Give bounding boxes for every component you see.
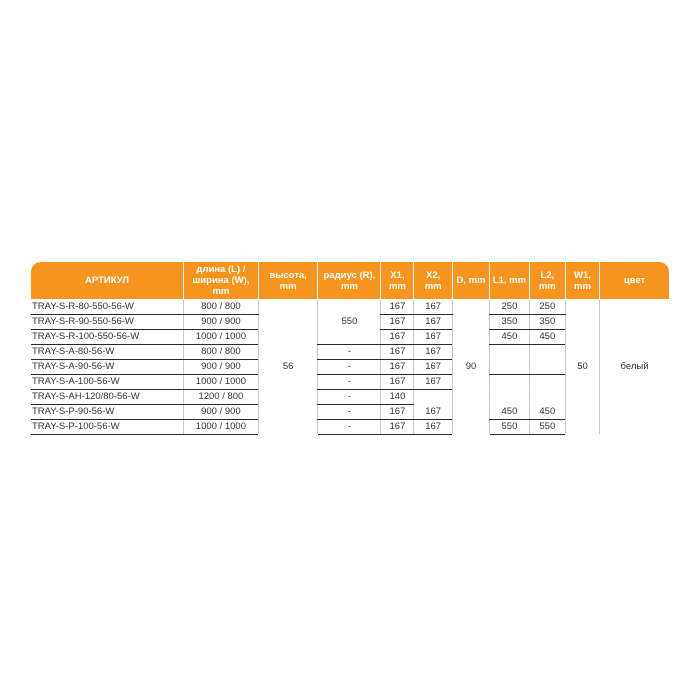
l2-cell (529, 390, 565, 405)
header-radius: радиус (R), mm (318, 262, 381, 300)
x1-cell: 167 (381, 405, 414, 420)
x2-cell (414, 390, 452, 405)
article-cell: TRAY-S-P-100-56-W (31, 420, 184, 435)
table-row (31, 300, 669, 315)
l1-cell: 450 (490, 330, 529, 345)
article-cell: TRAY-S-A-80-56-W (31, 345, 184, 360)
article-cell: TRAY-S-P-90-56-W (31, 405, 184, 420)
radius-cell: - (318, 420, 381, 435)
article-cell: TRAY-S-AH-120/80-56-W (31, 390, 184, 405)
x1-cell: 140 (381, 390, 414, 405)
l2-cell: 450 (529, 330, 565, 345)
x2-cell: 167 (414, 315, 452, 330)
header-x1: X1, mm (381, 262, 414, 300)
l2-cell: 350 (529, 315, 565, 330)
l2-cell (529, 345, 565, 360)
l1-cell (490, 390, 529, 405)
article-cell: TRAY-S-R-100-550-56-W (31, 330, 184, 345)
x1-cell: 167 (381, 420, 414, 435)
x1-cell: 167 (381, 315, 414, 330)
header-length-width: длина (L) / ширина (W), mm (184, 262, 259, 300)
x1-cell: 167 (381, 360, 414, 375)
x2-cell: 167 (414, 405, 452, 420)
l1-cell: 550 (490, 420, 529, 435)
x2-cell: 167 (414, 420, 452, 435)
w1-cell: 50 (565, 300, 599, 435)
x1-cell: 167 (381, 330, 414, 345)
header-x2: X2, mm (414, 262, 452, 300)
height-cell: 56 (258, 300, 318, 435)
length-width-cell: 800 / 800 (184, 345, 259, 360)
length-width-cell: 900 / 900 (184, 360, 259, 375)
l2-cell (529, 375, 565, 390)
l2-cell: 250 (529, 300, 565, 315)
length-width-cell: 1000 / 1000 (184, 330, 259, 345)
spec-table (31, 262, 669, 435)
length-width-cell: 1200 / 800 (184, 390, 259, 405)
l1-cell (490, 360, 529, 375)
length-width-cell: 800 / 800 (184, 300, 259, 315)
l1-cell (490, 345, 529, 360)
length-width-cell: 1000 / 1000 (184, 375, 259, 390)
radius-cell: - (318, 390, 381, 405)
d-cell: 90 (452, 300, 489, 435)
x2-cell: 167 (414, 300, 452, 315)
x2-cell: 167 (414, 375, 452, 390)
x2-cell: 167 (414, 345, 452, 360)
header-l2: L2, mm (529, 262, 565, 300)
header-height: высота, mm (258, 262, 318, 300)
article-cell: TRAY-S-A-90-56-W (31, 360, 184, 375)
radius-cell: 550 (318, 300, 381, 345)
radius-cell: - (318, 405, 381, 420)
l1-cell: 350 (490, 315, 529, 330)
article-cell: TRAY-S-A-100-56-W (31, 375, 184, 390)
l2-cell: 450 (529, 405, 565, 420)
l2-cell: 550 (529, 420, 565, 435)
x2-cell: 167 (414, 360, 452, 375)
article-cell: TRAY-S-R-90-550-56-W (31, 315, 184, 330)
length-width-cell: 900 / 900 (184, 405, 259, 420)
header-color: цвет (600, 262, 669, 300)
header-d: D, mm (452, 262, 489, 300)
radius-cell: - (318, 375, 381, 390)
radius-cell: - (318, 345, 381, 360)
x1-cell: 167 (381, 345, 414, 360)
article-cell: TRAY-S-R-80-550-56-W (31, 300, 184, 315)
x1-cell: 167 (381, 375, 414, 390)
x2-cell: 167 (414, 330, 452, 345)
radius-cell: - (318, 360, 381, 375)
l1-cell: 450 (490, 405, 529, 420)
header-l1: L1, mm (490, 262, 529, 300)
header-article: АРТИКУЛ (31, 262, 184, 300)
x1-cell: 167 (381, 300, 414, 315)
l2-cell (529, 360, 565, 375)
color-cell: белый (600, 300, 669, 435)
length-width-cell: 900 / 900 (184, 315, 259, 330)
header-w1: W1, mm (565, 262, 599, 300)
header-row (31, 262, 669, 300)
l1-cell: 250 (490, 300, 529, 315)
length-width-cell: 1000 / 1000 (184, 420, 259, 435)
l1-cell (490, 375, 529, 390)
